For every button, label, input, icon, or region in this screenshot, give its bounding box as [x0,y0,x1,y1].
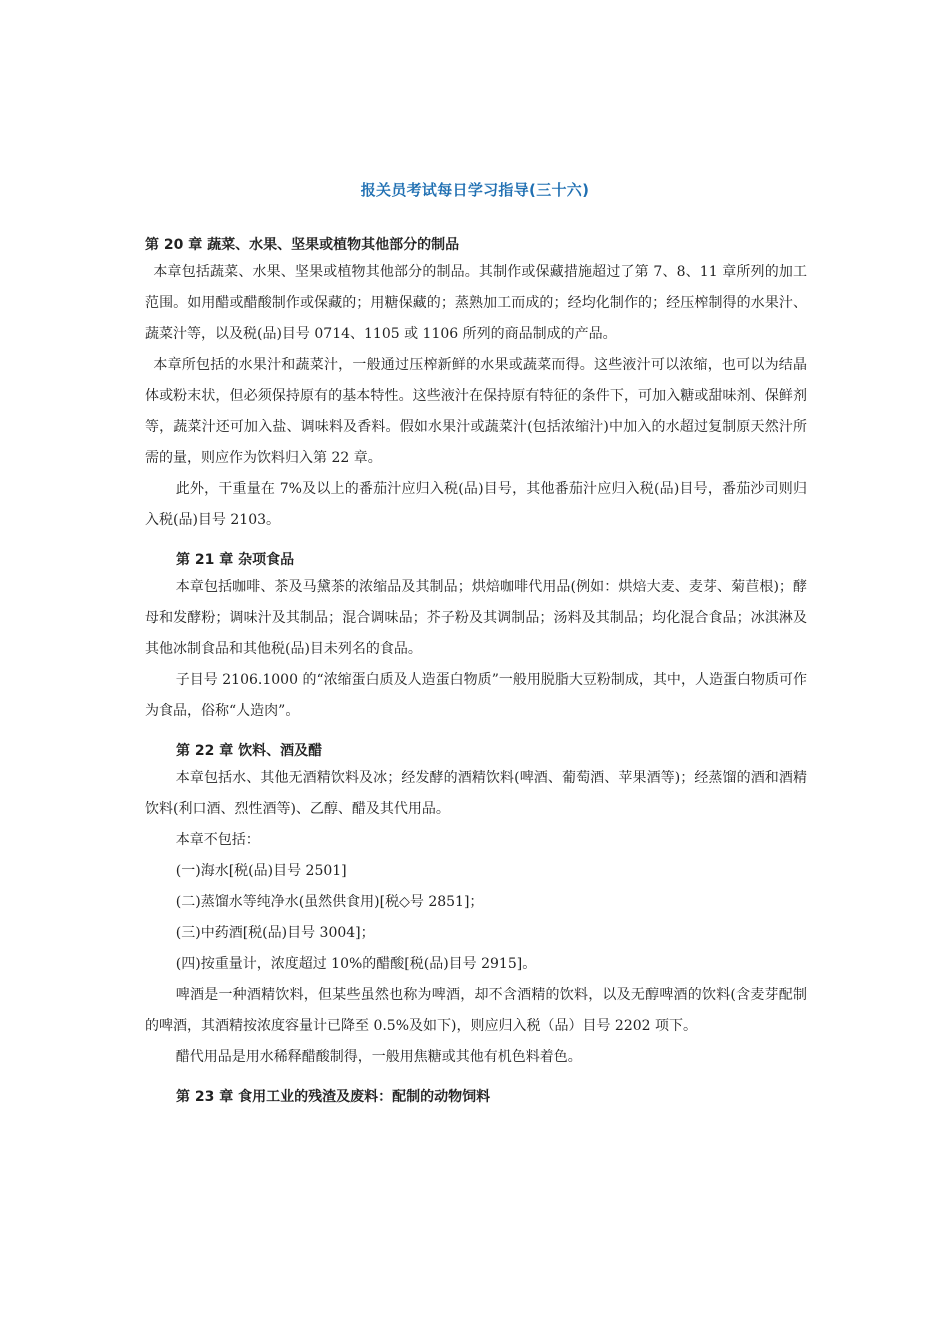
chapter-20-paragraph-1: 本章包括蔬菜、水果、坚果或植物其他部分的制品。其制作或保藏措施超过了第 7、8、11 章所列的加工范围。如用醋或醋酸制作或保藏的；用糖保藏的；蒸熟加工而成的；经均化制作的；经压榨制得的水果汁、蔬菜汁等，以及税(品)目号 0714、1105 或 1106 所列的商品制成的产品。 [145,264,807,342]
chapter-20-paragraph-2: 本章所包括的水果汁和蔬菜汁，一般通过压榨新鲜的水果或蔬菜而得。这些液汁可以浓缩，也可以为结晶体或粉末状，但必须保持原有的基本特性。这些液汁在保持原有特征的条件下，可加入糖或甜味剂、保鲜剂等，蔬菜汁还可加入盐、调味料及香料。假如水果汁或蔬菜汁(包括浓缩汁)中加入的水超过复制原天然汁所需的量，则应作为饮料归入第 22 章。 [145,357,807,466]
chapter-20-paragraph-3: 此外，干重量在 7%及以上的番茄汁应归入税(品)目号，其他番茄汁应归入税(品)目号，番茄沙司则归入税(品)目号 2103。 [145,481,807,528]
chapter-21-paragraph-2: 子目号 2106.1000 的“浓缩蛋白质及人造蛋白物质”一般用脱脂大豆粉制成，其中，人造蛋白物质可作为食品，俗称“人造肉”。 [145,672,807,719]
chapter-21-paragraph-1: 本章包括咖啡、茶及马黛茶的浓缩品及其制品；烘焙咖啡代用品(例如：烘焙大麦、麦芽、菊苣根)；酵母和发酵粉；调味汁及其制品；混合调味品；芥子粉及其调制品；汤料及其制品；均化混合食品；冰淇淋及其他冰制食品和其他税(品)目未列名的食品。 [145,579,807,657]
chapter-22-paragraph-3: 啤酒是一种酒精饮料，但某些虽然也称为啤酒，却不含酒精的饮料，以及无醇啤酒的饮料(含麦芽配制的啤酒，其酒精按浓度容量计已降至 0.5%及如下)，则应归入税（品）目号 2202 项下。 [145,987,807,1034]
document-body [145,233,807,1109]
chapter-22-exclusion-item-3: (三)中药酒[税(品)目号 3004]； [175,925,375,941]
chapter-22-paragraph-4: 醋代用品是用水稀释醋酸制得，一般用焦糖或其他有机色料着色。 [175,1049,582,1065]
chapter-20-heading: 第 20 章 蔬菜、水果、坚果或植物其他部分的制品 [145,237,460,253]
chapter-21-heading: 第 21 章 杂项食品 [176,552,295,568]
chapter-20-section [145,233,807,536]
document-title: 报关员考试每日学习指导(三十六) [360,181,590,199]
chapter-22-exclusion-item-2: (二)蒸馏水等纯净水(虽然供食用)[税◇号 2851]； [175,894,484,910]
chapter-22-heading: 第 22 章 饮料、酒及醋 [176,743,323,759]
chapter-22-paragraph-1: 本章包括水、其他无酒精饮料及冰；经发酵的酒精饮料(啤酒、葡萄酒、苹果酒等)；经蒸馏的酒和酒精饮料(利口酒、烈性酒等)、乙醇、醋及其代用品。 [145,770,807,817]
chapter-23-heading: 第 23 章 食用工业的残渣及废料：配制的动物饲料 [176,1089,491,1105]
chapter-21-section [145,548,807,727]
chapter-22-exclusion-item-1: (一)海水[税(品)目号 2501] [175,863,347,879]
chapter-22-section [145,739,807,1073]
chapter-23-section [145,1085,807,1109]
chapter-22-exclusion-item-4: (四)按重量计，浓度超过 10%的醋酸[税(品)目号 2915]。 [175,956,537,972]
chapter-22-paragraph-2: 本章不包括： [175,832,260,848]
